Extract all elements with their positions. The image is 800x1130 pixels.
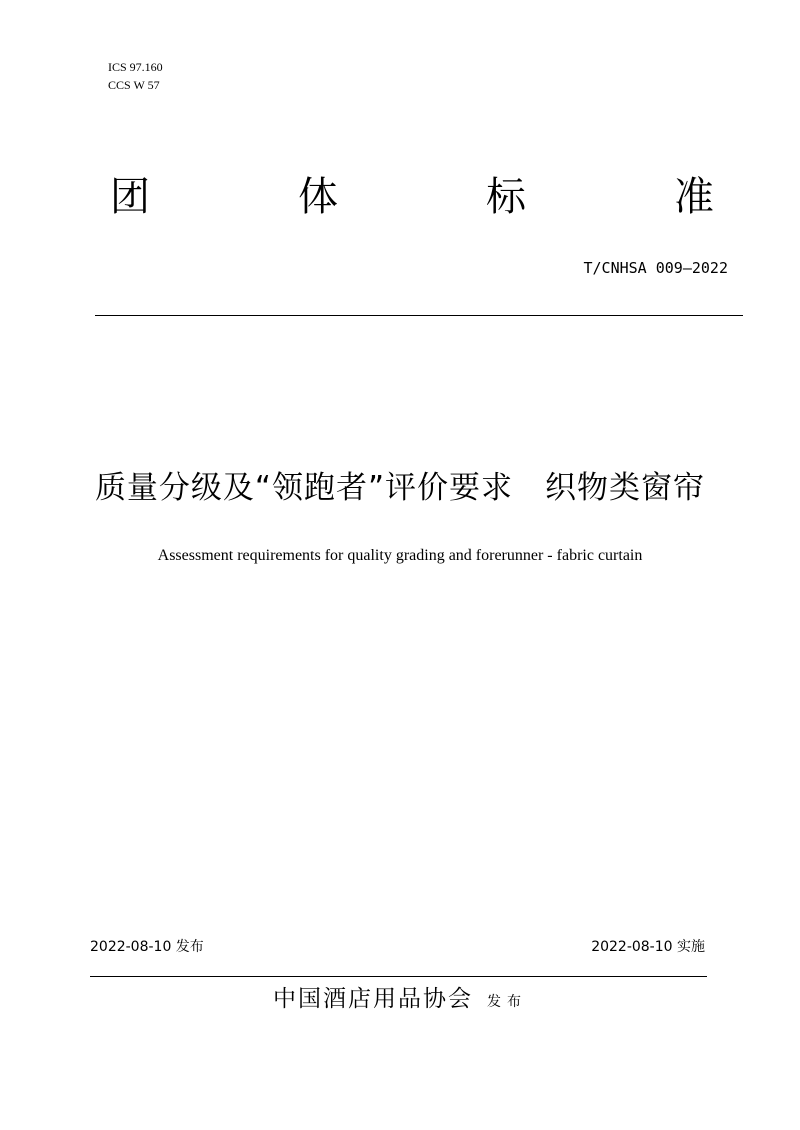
publisher-organization: 中国酒店用品协会: [273, 986, 473, 1012]
publish-date: 2022-08-10 发布: [90, 939, 204, 955]
ics-code: ICS 97.160: [108, 60, 163, 74]
heading-char-1: 团: [110, 174, 150, 220]
english-title: Assessment requirements for quality grading and forerunner - fabric curtain: [157, 547, 643, 564]
chinese-title: 质量分级及“领跑者”评价要求 织物类窗帘: [94, 470, 706, 506]
publisher-action: 发布: [487, 994, 527, 1010]
heading-char-3: 标: [486, 174, 526, 220]
ccs-code: CCS W 57: [108, 78, 160, 92]
standard-number: T/CNHSA 009—2022: [583, 259, 728, 277]
header-divider: [95, 315, 743, 316]
implement-date: 2022-08-10 实施: [591, 939, 705, 955]
heading-char-4: 准: [674, 174, 714, 220]
publisher-line: [0, 980, 800, 1013]
heading-char-2: 体: [298, 174, 338, 220]
classification-codes: [108, 58, 163, 94]
footer-divider: [90, 976, 707, 977]
document-type-heading: [0, 172, 800, 232]
